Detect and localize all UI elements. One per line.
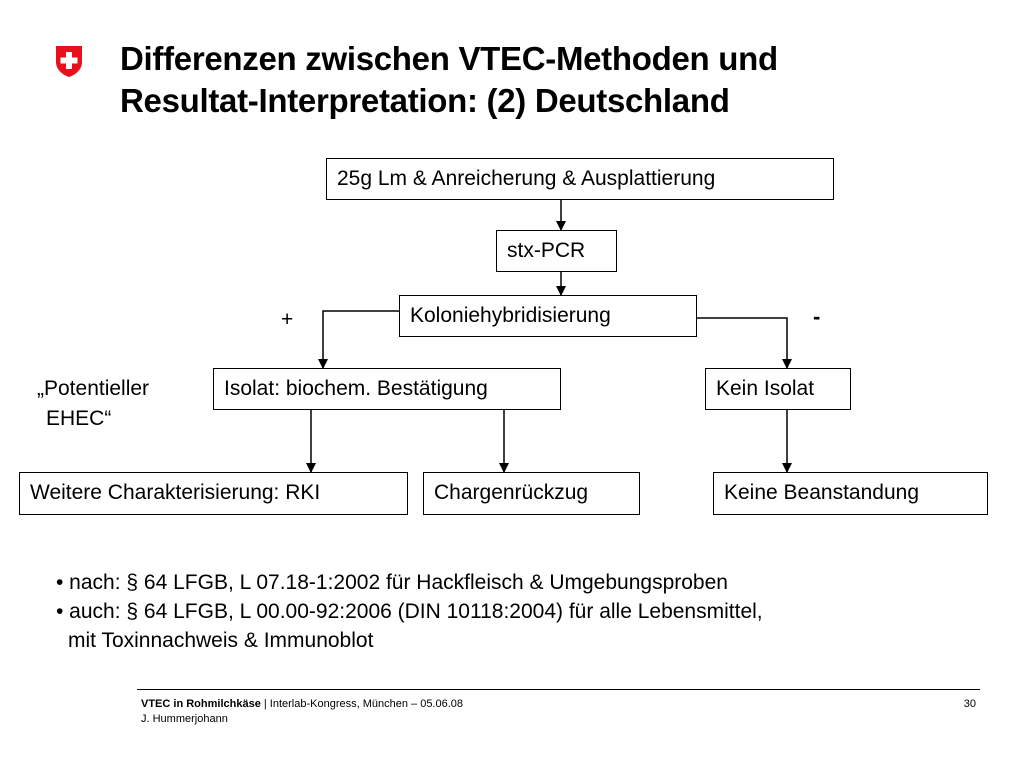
footer-divider: [137, 689, 980, 690]
step-pcr-box: stx-PCR: [496, 230, 617, 272]
negative-label: -: [813, 304, 821, 329]
positive-label: +: [281, 308, 294, 331]
footer-event: [141, 697, 463, 712]
potential-ehec-label: [37, 374, 149, 434]
notes-list: [56, 568, 763, 655]
arrow-positive-branch: [323, 311, 401, 368]
no-objection-box: Keine Beanstandung: [713, 472, 988, 515]
title-line-2: Resultat-Interpretation: (2) Deutschland: [120, 82, 730, 119]
recall-box: Chargenrückzug: [423, 472, 640, 515]
footer-author: J. Hummerjohann: [141, 713, 228, 725]
note-bullet-2-continuation: mit Toxinnachweis & Immunoblot: [68, 629, 374, 652]
footer-event-rest: | Interlab-Kongress, München – 05.06.08: [260, 698, 464, 710]
ehec-line-1: „Potentieller: [37, 377, 150, 400]
footer-info: [141, 697, 463, 727]
ehec-line-2: EHEC“: [46, 407, 112, 430]
isolate-confirmation-box: Isolat: biochem. Bestätigung: [213, 368, 561, 410]
page-number: 30: [963, 698, 976, 710]
further-characterization-box: Weitere Charakterisierung: RKI: [19, 472, 408, 515]
no-isolate-box: Kein Isolat: [705, 368, 851, 410]
title-line-1: Differenzen zwischen VTEC-Methoden und: [120, 40, 778, 77]
note-bullet-1: • nach: § 64 LFGB, L 07.18-1:2002 für Hackfleisch & Umgebungsproben: [56, 571, 728, 594]
step-enrichment-box: 25g Lm & Anreicherung & Ausplattierung: [326, 158, 834, 200]
arrow-negative-branch: [697, 318, 787, 368]
note-bullet-2: • auch: § 64 LFGB, L 00.00-92:2006 (DIN 10118:2004) für alle Lebensmittel,: [56, 600, 763, 623]
footer-event-bold: VTEC in Rohmilchkäse: [141, 698, 261, 710]
step-hybridization-box: Koloniehybridisierung: [399, 295, 697, 337]
